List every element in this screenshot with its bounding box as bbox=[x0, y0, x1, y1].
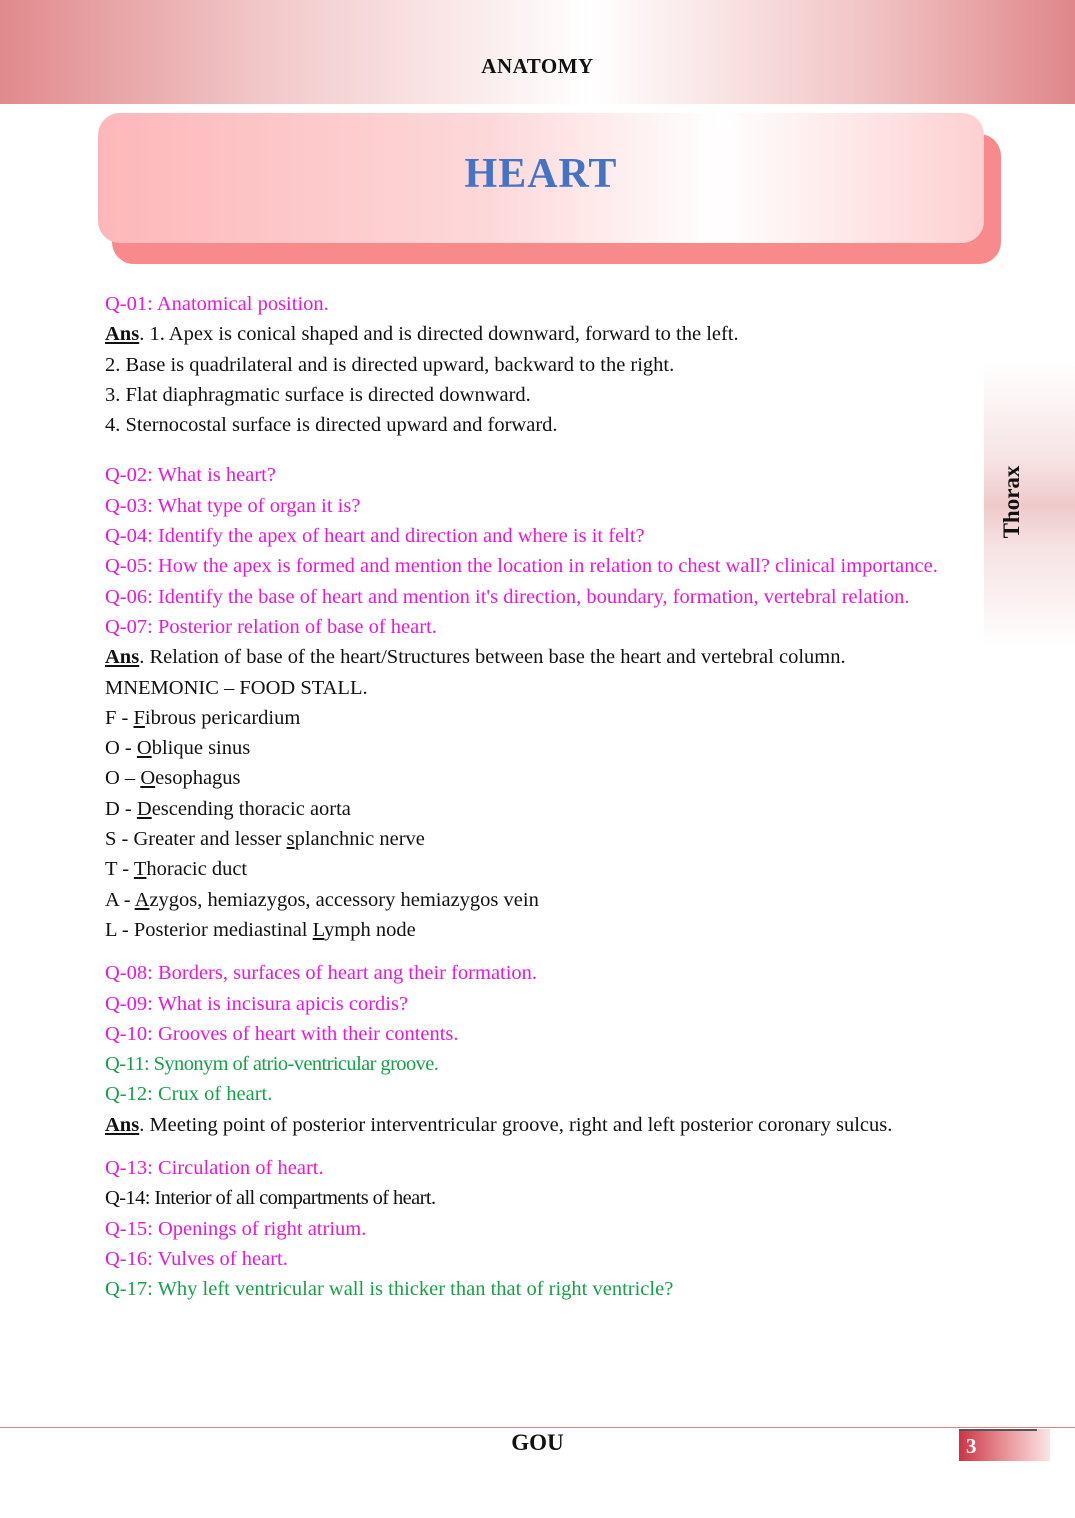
mnemonic-prefix: O - bbox=[105, 737, 137, 760]
mnemonic-item bbox=[105, 854, 970, 884]
mnemonic-heading: MNEMONIC – FOOD STALL. bbox=[105, 676, 368, 699]
mnemonic-prefix: L - Posterior mediastinal bbox=[105, 918, 313, 941]
mnemonic-item bbox=[105, 824, 970, 854]
footer-divider bbox=[0, 1427, 1075, 1428]
mnemonic-prefix: S - Greater and lesser bbox=[105, 828, 287, 851]
page-title: HEART bbox=[464, 151, 618, 197]
answer-text: . Relation of base of the heart/Structures between base the heart and vertebral column. bbox=[139, 646, 846, 669]
mnemonic-item bbox=[105, 703, 970, 733]
answer-label: Ans bbox=[105, 1113, 140, 1136]
answer-point: 2. Base is quadrilateral and is directed upward, backward to the right. bbox=[105, 353, 675, 376]
mnemonic-text: ymph node bbox=[324, 918, 416, 941]
question-16: Q-16: Vulves of heart. bbox=[105, 1247, 288, 1270]
mnemonic-letter: s bbox=[286, 828, 295, 851]
mnemonic-letter: O bbox=[136, 737, 152, 760]
answer-text: . 1. Apex is conical shaped and is directed downward, forward to the left. bbox=[139, 323, 739, 346]
mnemonic-letter: O bbox=[140, 767, 156, 790]
mnemonic-item bbox=[105, 733, 970, 763]
mnemonic-text: ibrous pericardium bbox=[144, 706, 301, 729]
side-tab bbox=[984, 360, 1075, 650]
mnemonic-letter: F bbox=[133, 706, 145, 729]
mnemonic-letter: T bbox=[133, 858, 147, 881]
page-number: 3 bbox=[966, 1434, 977, 1458]
mnemonic-item bbox=[105, 885, 970, 915]
question-01: Q-01: Anatomical position. bbox=[105, 293, 329, 315]
answer-label: Ans bbox=[105, 646, 140, 669]
mnemonic-item bbox=[105, 763, 970, 793]
answer-07 bbox=[105, 642, 970, 672]
mnemonic-prefix: O – bbox=[105, 767, 141, 790]
question-14: Q-14: Interior of all compartments of heart. bbox=[105, 1187, 436, 1210]
mnemonic-text: planchnic nerve bbox=[294, 828, 425, 851]
question-10: Q-10: Grooves of heart with their contents. bbox=[105, 1022, 459, 1045]
question-17: Q-17: Why left ventricular wall is thicker than that of right ventricle? bbox=[105, 1278, 674, 1301]
header-band bbox=[0, 0, 1075, 104]
question-05: Q-05: How the apex is formed and mention the location in relation to chest wall? clinical importance. bbox=[105, 555, 938, 578]
answer-text: . Meeting point of posterior interventricular groove, right and left posterior coronary sulcus. bbox=[139, 1113, 893, 1136]
answer-point: 3. Flat diaphragmatic surface is directed downward. bbox=[105, 383, 531, 406]
question-03: Q-03: What type of organ it is? bbox=[105, 494, 361, 517]
mnemonic-prefix: D - bbox=[105, 797, 137, 820]
answer-01 bbox=[105, 319, 970, 349]
mnemonic-item bbox=[105, 794, 970, 824]
answer-label: Ans bbox=[105, 323, 140, 346]
answer-12 bbox=[105, 1110, 970, 1140]
mnemonic-text: blique sinus bbox=[151, 737, 251, 760]
mnemonic-text: escending thoracic aorta bbox=[151, 797, 351, 820]
mnemonic-item bbox=[105, 915, 970, 945]
question-15: Q-15: Openings of right atrium. bbox=[105, 1217, 367, 1240]
mnemonic-prefix: A - bbox=[105, 888, 135, 911]
mnemonic-letter: L bbox=[312, 918, 325, 941]
question-11: Q-11: Synonym of atrio-ventricular groove. bbox=[105, 1053, 439, 1076]
mnemonic-prefix: T - bbox=[105, 858, 134, 881]
question-13: Q-13: Circulation of heart. bbox=[105, 1157, 324, 1180]
mnemonic-text: zygos, hemiazygos, accessory hemiazygos vein bbox=[149, 888, 539, 911]
page-content bbox=[105, 289, 970, 1305]
question-04: Q-04: Identify the apex of heart and direction and where is it felt? bbox=[105, 525, 645, 548]
header-subject: ANATOMY bbox=[481, 54, 594, 78]
question-09: Q-09: What is incisura apicis cordis? bbox=[105, 992, 409, 1015]
mnemonic-text: esophagus bbox=[155, 767, 241, 790]
question-06: Q-06: Identify the base of heart and mention it's direction, boundary, formation, vertebral relation. bbox=[105, 585, 910, 608]
question-08: Q-08: Borders, surfaces of heart ang their formation. bbox=[105, 962, 538, 985]
question-07: Q-07: Posterior relation of base of heart. bbox=[105, 615, 437, 638]
question-12: Q-12: Crux of heart. bbox=[105, 1083, 273, 1106]
question-02: Q-02: What is heart? bbox=[105, 464, 276, 487]
mnemonic-letter: D bbox=[136, 797, 152, 820]
footer-text: GOU bbox=[511, 1430, 564, 1455]
mnemonic-text: horacic duct bbox=[146, 858, 248, 881]
mnemonic-letter: A bbox=[134, 888, 150, 911]
answer-point: 4. Sternocostal surface is directed upward and forward. bbox=[105, 414, 558, 437]
side-tab-label: Thorax bbox=[999, 465, 1024, 539]
mnemonic-prefix: F - bbox=[105, 706, 134, 729]
